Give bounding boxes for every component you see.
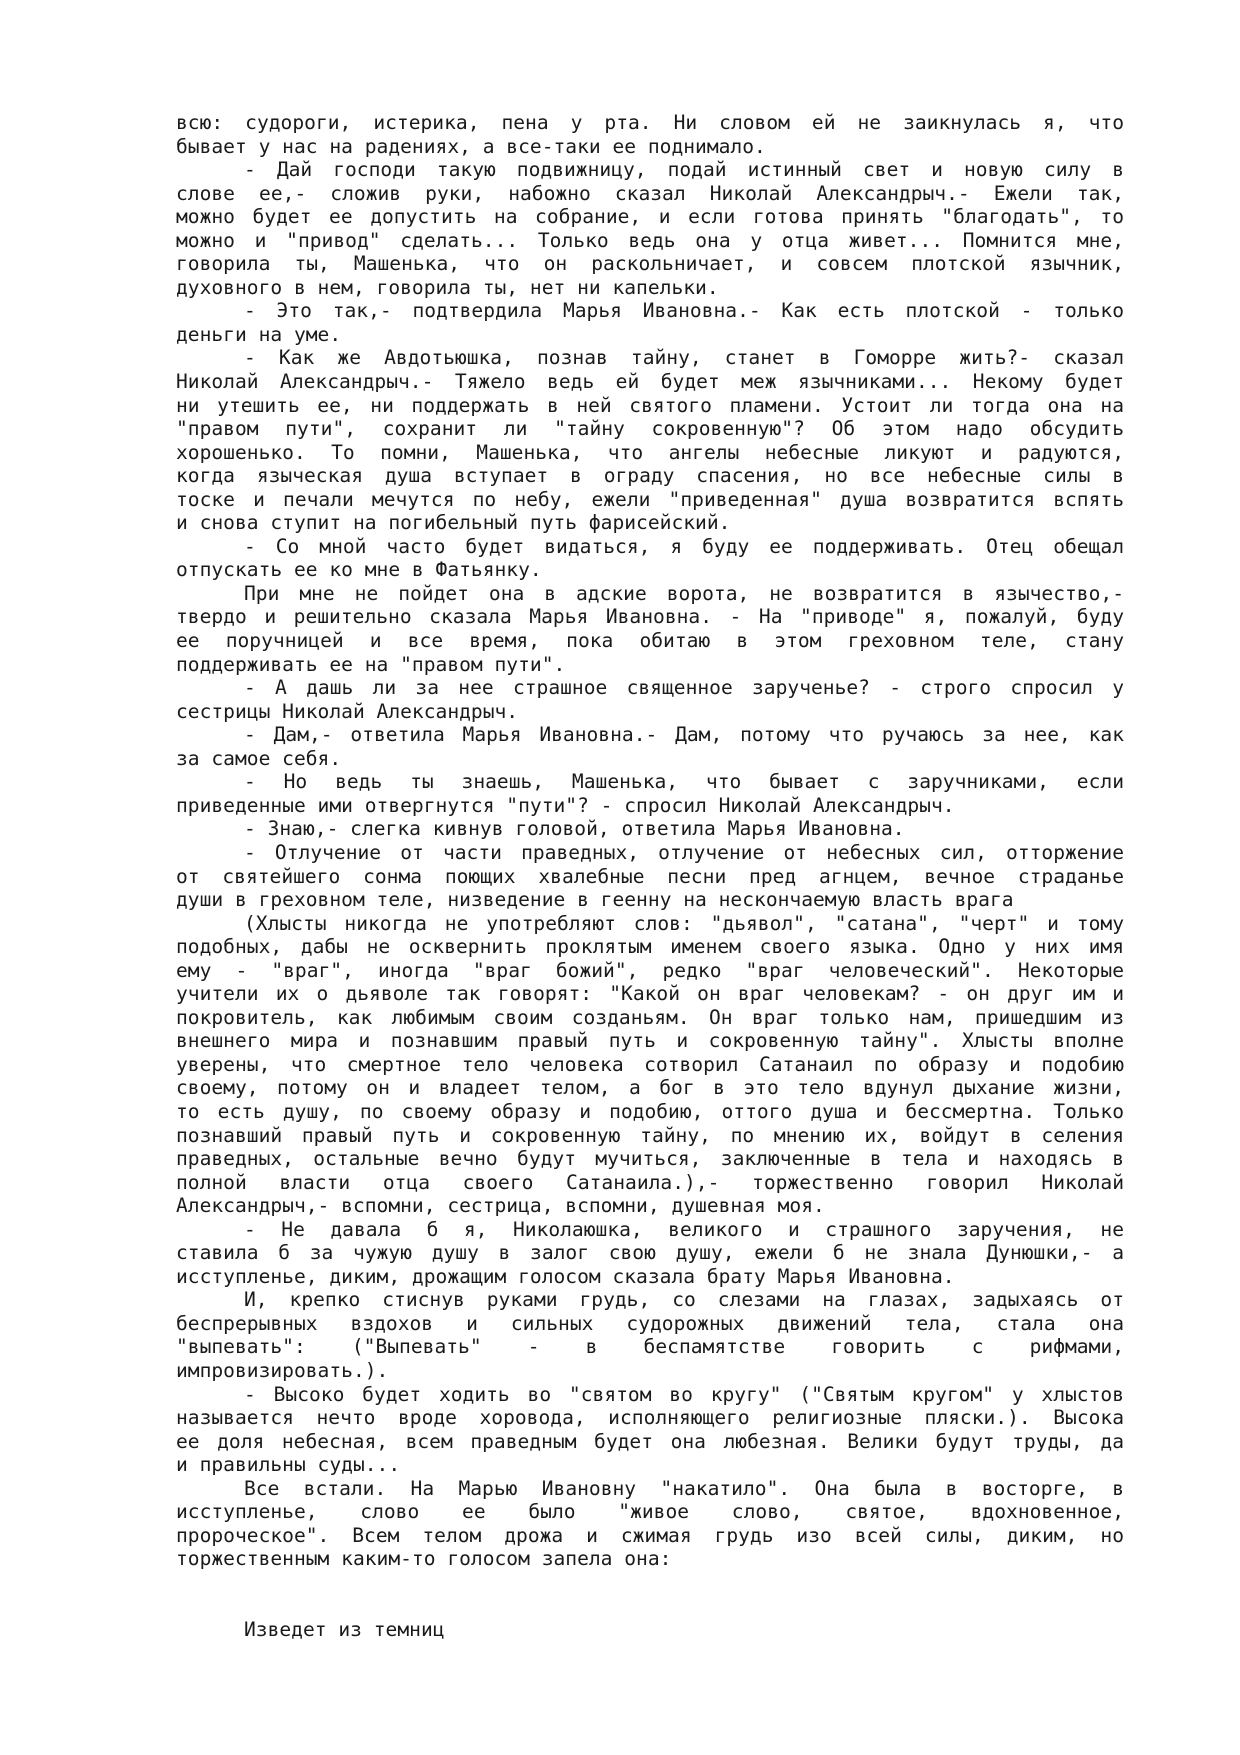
text-line: Изведет из темниц [244,1618,445,1641]
text-line: - Отлучение от части праведных, отлучение от небесных сил, отторжение [244,840,1124,864]
text-line: деньги на уме. [176,322,342,346]
text-line: праведных, остальные вечно будут мучиться, заключенные в тела и находясь в [176,1147,1124,1171]
text-line: При мне не пойдет она в адские ворота, не возвратится в язычество,- [244,581,1124,605]
text-line: познавший правый путь и сокровенную тайну, по мнению их, войдут в селения [176,1123,1124,1147]
text-line: за самое себя. [176,746,342,770]
text-line: хорошенько. То помни, Машенька, что ангелы небесные ликуют и радуются, [176,440,1124,464]
text-line: Все встали. На Марью Ивановну "накатило". Она была в восторге, в [244,1476,1124,1500]
text-line: и правильны суды... [176,1453,401,1477]
text-line: - Знаю,- слегка кивнув головой, ответила Марья Ивановна. [244,817,905,841]
text-line: слове ее,- сложив руки, набожно сказал Николай Александрыч.- Ежели так, [176,181,1124,205]
text-line: импровизировать.). [176,1358,389,1382]
text-line: "правом пути", сохранит ли "тайну сокровенную"? Об этом надо обсудить [176,417,1124,441]
blank-line [176,1594,1124,1618]
text-line: внешнего мира и познавшим правый путь и сокровенную тайну". Хлысты вполне [176,1029,1124,1053]
text-line: ставила б за чужую душу в залог свою душу, ежели б не знала Дунюшки,- а [176,1241,1124,1265]
text-line: (Хлысты никогда не употребляют слов: "дьявол", "сатана", "черт" и тому [244,911,1124,935]
text-line: отпускать ее ко мне в Фатьянку. [176,558,542,582]
blank-line [176,1571,1124,1595]
text-line: то есть душу, по своему образу и подобию, оттого душа и бессмертна. Только [176,1099,1124,1123]
text-line: своему, потому он и владеет телом, а бог в это тело вдунул дыхание жизни, [176,1076,1124,1100]
text-line: - А дашь ли за нее страшное священное зарученье? - строго спросил у [244,676,1124,700]
text-line: бывает у нас на радениях, а все-таки ее поднимало. [176,134,766,158]
text-line: полной власти отца своего Сатанаила.),- торжественно говорил Николай [176,1170,1124,1194]
text-line: покровитель, как любимым своим созданьям. Он враг только нам, пришедшим из [176,1005,1124,1029]
text-line: Александрыч,- вспомни, сестрица, вспомни, душевная моя. [176,1194,825,1218]
text-line: всю: судороги, истерика, пена у рта. Ни словом ей не заикнулась я, что [176,111,1124,134]
text-line: называется нечто вроде хоровода, исполняющего религиозные пляски.). Высока [176,1406,1124,1430]
text-line: и снова ступит на погибельный путь фарисейский. [176,511,731,535]
text-line: можно будет ее допустить на собрание, и если готова принять "благодать", то [176,205,1124,229]
text-line: - Но ведь ты знаешь, Машенька, что бывает с заручниками, если [244,770,1124,794]
text-line: от святейшего сонма поющих хвалебные песни пред агнцем, вечное страданье [176,864,1124,888]
text-line: поддерживать ее на "правом пути". [176,652,566,676]
text-line: говорила ты, Машенька, что он раскольничает, и совсем плотской язычник, [176,252,1124,276]
document-page [176,111,1124,1642]
text-line: когда языческая душа вступает в ограду спасения, но все небесные силы в [176,464,1124,488]
text-line: - Высоко будет ходить во "святом во кругу" ("Святым кругом" у хлыстов [244,1382,1124,1406]
text-line: ее доля небесная, всем праведным будет она любезная. Велики будут труды, да [176,1429,1124,1453]
text-line: И, крепко стиснув руками грудь, со слезами на глазах, задыхаясь от [244,1288,1124,1312]
text-line: души в греховном теле, низведение в геенну на нескончаемую власть врага [176,888,1014,912]
text-line: ему - "враг", иногда "враг божий", редко "враг человеческий". Некоторые [176,958,1124,982]
text-line: - Не давала б я, Николаюшка, великого и страшного заручения, не [244,1217,1124,1241]
text-line: ее поручницей и все время, пока обитаю в этом греховном теле, стану [176,629,1124,653]
text-line: ни утешить ее, ни поддержать в ней святого пламени. Устоит ли тогда она на [176,393,1124,417]
text-line: твердо и решительно сказала Марья Ивановна. - На "приводе" я, пожалуй, буду [176,605,1124,629]
text-line: духовного в нем, говорила ты, нет ни капельки. [176,275,719,299]
text-line: - Это так,- подтвердила Марья Ивановна.- Как есть плотской - только [244,299,1124,323]
text-line: можно и "привод" сделать... Только ведь она у отца живет... Помнится мне, [176,228,1124,252]
text-line: - Дай господи такую подвижницу, подай истинный свет и новую силу в [244,158,1124,182]
text-line: подобных, дабы не осквернить проклятым именем своего языка. Одно у них имя [176,935,1124,959]
text-line: уверены, что смертное тело человека сотворил Сатанаил по образу и подобию [176,1052,1124,1076]
text-line: исступленье, диким, дрожащим голосом сказала брату Марья Ивановна. [176,1264,955,1288]
text-line: учители их о дьяволе так говорят: "Какой он враг человекам? - он друг им и [176,982,1124,1006]
text-line: тоске и печали мечутся по небу, ежели "приведенная" душа возвратится вспять [176,487,1124,511]
text-line: Николай Александрыч.- Тяжело ведь ей будет меж язычниками... Некому будет [176,370,1124,394]
text-line: беспрерывных вздохов и сильных судорожных движений тела, стала она [176,1311,1124,1335]
text-line: торжественным каким-то голосом запела она: [176,1547,672,1571]
text-line: "выпевать": ("Выпевать" - в беспамятстве говорить с рифмами, [176,1335,1124,1359]
text-line: - Дам,- ответила Марья Ивановна.- Дам, потому что ручаюсь за нее, как [244,723,1124,747]
text-line: пророческое". Всем телом дрожа и сжимая грудь изо всей силы, диким, но [176,1523,1124,1547]
text-line: - Со мной часто будет видаться, я буду ее поддерживать. Отец обещал [244,534,1124,558]
text-line: приведенные ими отвергнутся "пути"? - спросил Николай Александрыч. [176,793,955,817]
text-line: сестрицы Николай Александрыч. [176,699,519,723]
text-line: исступленье, слово ее было "живое слово, святое, вдохновенное, [176,1500,1124,1524]
text-line: - Как же Авдотьюшка, познав тайну, станет в Гоморре жить?- сказал [244,346,1124,370]
